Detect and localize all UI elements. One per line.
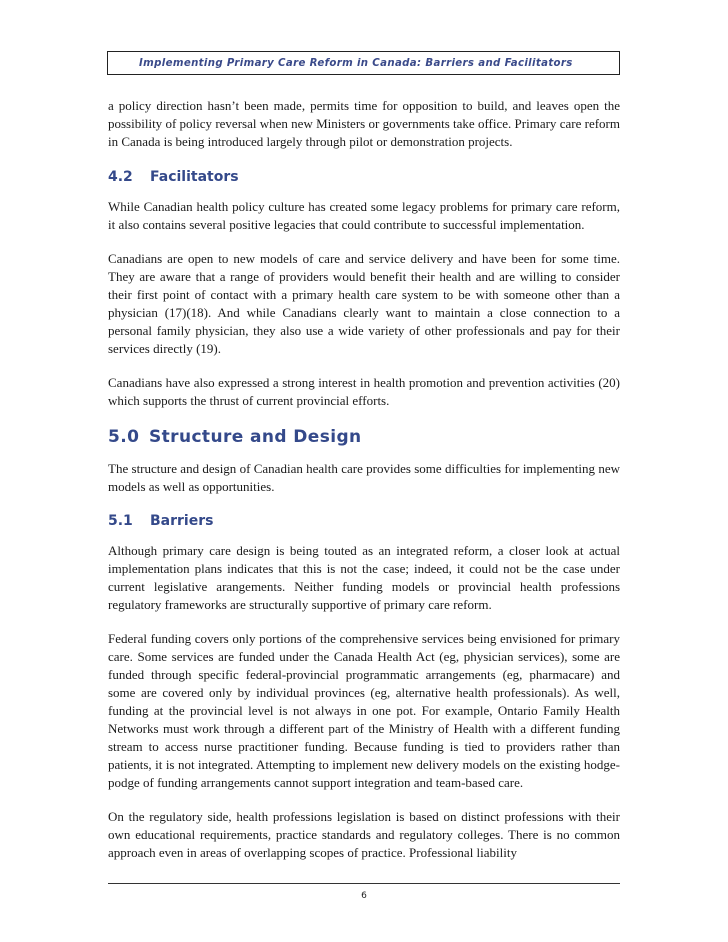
section-title: Facilitators bbox=[150, 169, 239, 185]
paragraph: Canadians are open to new models of care and service delivery and have been for some time. They are aware that a range of providers would benefit their health and are willing to consider their first point of contact with a primary health care system to be with someone other than a physician (17)(18). And while Canadians clearly want to maintain a close connection to a personal family physician, they also use a wide variety of other professionals and pay for their services directly (19). bbox=[108, 251, 620, 356]
page-body bbox=[108, 97, 620, 878]
paragraph: While Canadian health policy culture has created some legacy problems for primary care reform, it also contains several positive legacies that could contribute to successful implementation. bbox=[108, 199, 620, 232]
section-heading-5-1 bbox=[108, 512, 620, 530]
section-heading-4-2 bbox=[108, 168, 620, 186]
paragraph: Although primary care design is being touted as an integrated reform, a closer look at actual implementation plans indicates that this is not the case; indeed, it could not be the case under current legislative arangements. Neither funding models or provincial health professions regulatory frameworks are structurally supportive of primary care reform. bbox=[108, 543, 620, 612]
page-number: 6 bbox=[361, 891, 367, 901]
running-header-title: Implementing Primary Care Reform in Canada: Barriers and Facilitators bbox=[139, 58, 573, 69]
paragraph: The structure and design of Canadian health care provides some difficulties for implementing new models as well as opportunities. bbox=[108, 461, 620, 494]
paragraph: Canadians have also expressed a strong interest in health promotion and prevention activities (20) which supports the thrust of current provincial efforts. bbox=[108, 375, 620, 408]
paragraph: Federal funding covers only portions of the comprehensive services being envisioned for primary care. Some services are funded under the Canada Health Act (eg, physician services), some are funded through specific federal-provincial programmatic arrangements (eg, pharmacare) and some are covered only by individual provinces (eg, alternative health professionals). As well, funding at the provincial level is not always in one pot. For example, Ontario Family Health Networks must work through a different part of the Ministry of Health with a different funding stream to access nurse practitioner funding. Because funding is tied to providers rather than patients, it is not integrated. Attempting to implement new delivery models on the existing hodge-podge of funding arrangements cannot support integration and team-based care. bbox=[108, 631, 620, 790]
footer-rule bbox=[108, 883, 620, 884]
section-heading-5-0 bbox=[108, 426, 620, 448]
paragraph: On the regulatory side, health professions legislation is based on distinct professions with their own educational requirements, practice standards and regulatory colleges. There is no common approach even in areas of overlapping scopes of practice. Professional liability bbox=[108, 809, 620, 860]
section-number: 5.0 bbox=[108, 427, 140, 447]
paragraph-continuation: a policy direction hasn’t been made, permits time for opposition to build, and leaves open the possibility of policy reversal when new Ministers or governments take office. Primary care reform in Canada is being introduced largely through pilot or demonstration projects. bbox=[108, 98, 620, 149]
section-title: Structure and Design bbox=[149, 427, 362, 447]
section-number: 5.1 bbox=[108, 513, 133, 529]
section-title: Barriers bbox=[150, 513, 214, 529]
section-number: 4.2 bbox=[108, 169, 133, 185]
